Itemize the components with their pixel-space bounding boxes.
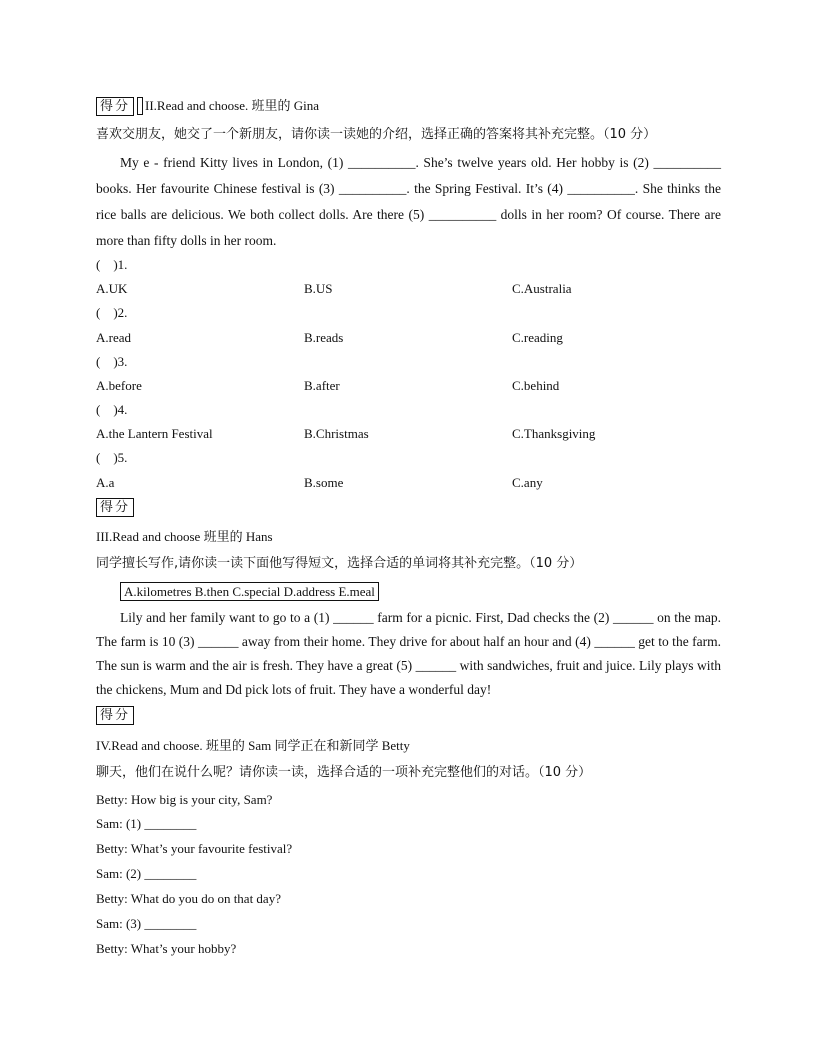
option-a-5: A.a bbox=[96, 475, 115, 490]
question-stem-3: ( )3. bbox=[96, 354, 128, 369]
section-title: IV.Read and choose. 班里的 Sam 同学正在和新同学 Betty bbox=[96, 738, 410, 753]
question-stem-4: ( )4. bbox=[96, 402, 128, 417]
option-b-2: B.reads bbox=[304, 330, 344, 345]
score-box: 得分 bbox=[96, 498, 134, 517]
option-c-2: C.reading bbox=[512, 330, 563, 345]
option-b-3: B.after bbox=[304, 378, 340, 393]
option-a-2: A.read bbox=[96, 330, 132, 345]
option-b-1: B.US bbox=[304, 281, 333, 296]
question-stem-5: ( )5. bbox=[96, 450, 128, 465]
option-a-1: A.UK bbox=[96, 281, 128, 296]
option-b-5: B.some bbox=[304, 475, 344, 490]
reading-passage: My e - friend Kitty lives in London, (1) __________. She’s twelve years old. Her hobby is (2) __________ books. Her favourite Chinese festival is (3) __________. the Spring Festival. It’s (4) __________. She thinks the rice balls are delicious. We both collect dolls. Are there (5) __________ dolls in her room? Of course. There are more than fifty dolls in her room. bbox=[96, 155, 721, 248]
dialogue-line: Betty: How big is your city, Sam? bbox=[96, 792, 273, 807]
option-a-4: A.the Lantern Festival bbox=[96, 426, 213, 441]
dialogue-line: Sam: (1) ________ bbox=[96, 816, 197, 831]
option-c-4: C.Thanksgiving bbox=[512, 426, 596, 441]
question-stem-2: ( )2. bbox=[96, 305, 128, 320]
section2-header bbox=[96, 97, 319, 116]
score-box: 得分 bbox=[96, 97, 134, 116]
dialogue-line: Sam: (2) ________ bbox=[96, 866, 197, 881]
section-title: II.Read and choose. 班里的 Gina bbox=[145, 98, 320, 113]
reading-passage: Lily and her family want to go to a (1) ______ farm for a picnic. First, Dad checks the (2) ______ on the map. The farm is 10 (3) ______ away from their home. They drive for about half an hour and (4) ______ get to the farm. The sun is warm and the air is fresh. They have a great (5) ______ with sandwiches, fruit and juice. Lily plays with the chickens, Mum and Dd pick lots of fruit. They have a wonderful day! bbox=[96, 610, 721, 697]
dialogue-line: Sam: (3) ________ bbox=[96, 916, 197, 931]
score-blank-box bbox=[137, 97, 143, 115]
option-a-3: A.before bbox=[96, 378, 142, 393]
dialogue-line: Betty: What’s your hobby? bbox=[96, 941, 237, 956]
option-c-1: C.Australia bbox=[512, 281, 572, 296]
option-c-5: C.any bbox=[512, 475, 543, 490]
option-c-3: C.behind bbox=[512, 378, 560, 393]
section-instruction: 聊天，他们在说什么呢？请你读一读，选择合适的一项补充完整他们的对话。（10 分） bbox=[96, 765, 592, 780]
word-bank-box: A.kilometres B.then C.special D.address E.meal bbox=[120, 582, 379, 601]
dialogue-line: Betty: What’s your favourite festival? bbox=[96, 841, 293, 856]
section-instruction: 喜欢交朋友，她交了一个新朋友，请你读一读她的介绍，选择正确的答案将其补充完整。（10 分） bbox=[96, 127, 657, 142]
section3-score bbox=[96, 498, 134, 517]
score-box: 得分 bbox=[96, 706, 134, 725]
section-title: III.Read and choose 班里的 Hans bbox=[96, 529, 273, 544]
option-b-4: B.Christmas bbox=[304, 426, 369, 441]
question-stem-1: ( )1. bbox=[96, 257, 128, 272]
dialogue-line: Betty: What do you do on that day? bbox=[96, 891, 281, 906]
section-instruction: 同学擅长写作,请你读一读下面他写得短文，选择合适的单词将其补充完整。（10 分） bbox=[96, 556, 583, 571]
section4-score bbox=[96, 706, 134, 725]
